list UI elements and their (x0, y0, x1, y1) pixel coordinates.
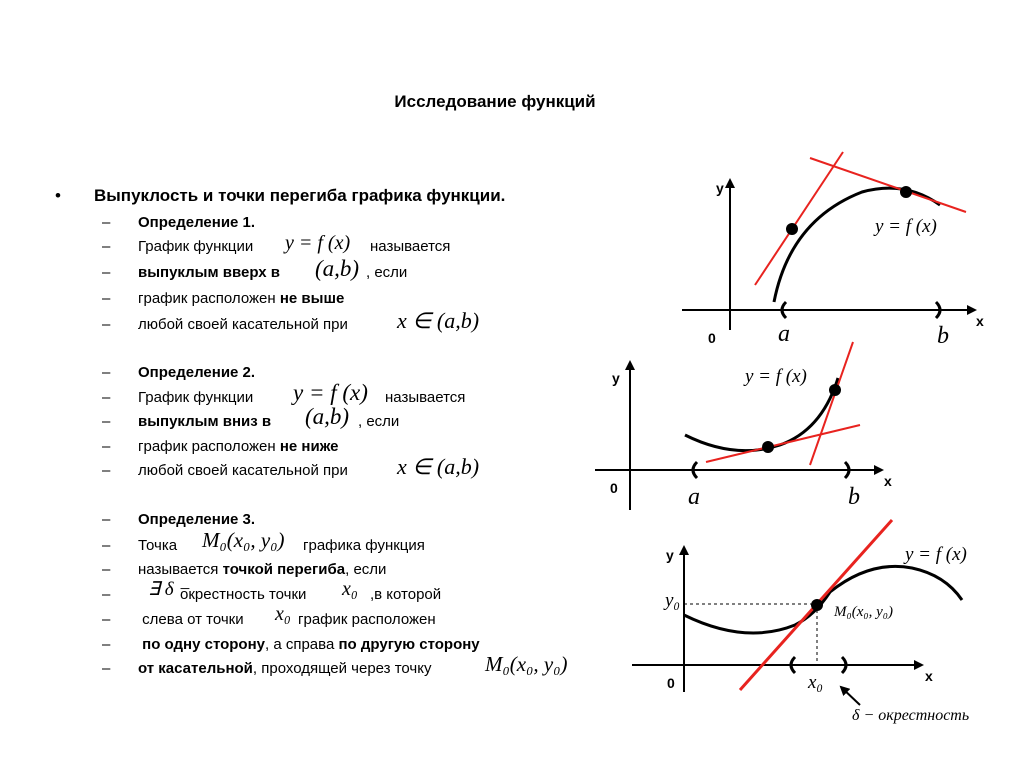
list-dash: – (102, 214, 111, 231)
def3-formula-x0: x₀ (342, 578, 358, 600)
list-dash: – (102, 462, 111, 479)
def3-text: , а справа (265, 636, 335, 653)
def1-text: График функции (138, 238, 254, 255)
def1-formula-yfx: y = f (x) (285, 232, 351, 254)
list-dash: – (102, 511, 111, 528)
list-dash: – (102, 561, 111, 578)
x0-label: x₀ (808, 672, 824, 693)
def2-text: , если (358, 413, 400, 430)
def2-formula-ab: (a,b) (305, 404, 350, 429)
def3-text-bold: от касательной (138, 660, 253, 677)
def3-formula-x0b: x₀ (275, 603, 291, 625)
def3-text: окрестность точки (180, 586, 307, 603)
def3-text: ,в которой (370, 586, 442, 603)
neighborhood-arrow (841, 687, 860, 705)
tangent-line (810, 158, 966, 212)
inflection-point (811, 599, 823, 611)
list-dash: – (102, 438, 111, 455)
list-dash: – (102, 290, 111, 307)
page-title: Исследование функций (394, 92, 596, 111)
y-axis-label: y (716, 180, 724, 196)
x-axis-label: x (976, 313, 984, 329)
function-curve (774, 188, 940, 302)
def3-text: графика функция (303, 537, 425, 554)
list-dash: – (102, 537, 111, 554)
list-dash: – (102, 238, 111, 255)
def3-text: , проходящей через точку (252, 660, 432, 677)
def3-formula-M0: M₀(x₀, y₀) (202, 528, 285, 552)
x-axis-label: x (884, 473, 892, 489)
def3-text-bold: по другую сторону (338, 636, 480, 653)
function-label: y = f (x) (875, 216, 937, 237)
def1-formula-ab: (a,b) (315, 256, 360, 281)
def2-text: График функции (138, 389, 254, 406)
tangent-line (755, 152, 843, 285)
list-dash: – (102, 316, 111, 333)
def1-text: график расположен (138, 290, 276, 307)
def1-text: выпуклым вверх в (138, 264, 281, 281)
graph-concave-up-convex (682, 152, 984, 349)
origin-label: 0 (610, 480, 618, 496)
def1-text: любой своей касательной при (138, 316, 348, 333)
def3-text-bold: точкой перегиба (222, 561, 346, 578)
def2-text: любой своей касательной при (138, 462, 348, 479)
list-dash: – (102, 636, 111, 653)
function-label: y = f (x) (905, 544, 967, 565)
section-heading: Выпуклость и точки перегиба графика функции. (94, 186, 506, 205)
def2-title: Определение 2. (138, 364, 256, 381)
list-dash: – (102, 413, 111, 430)
list-dash: – (102, 389, 111, 406)
y-axis-label: y (666, 547, 674, 563)
def2-formula-yfx: y = f (x) (293, 380, 368, 405)
tangent-point (900, 186, 912, 198)
def1-text-bold: не выше (279, 290, 345, 307)
def1-title: Определение 1. (138, 214, 256, 231)
origin-label: 0 (667, 675, 675, 691)
delta-neighborhood-label: δ − окрестность (852, 707, 970, 724)
function-curve (684, 566, 962, 633)
list-dash: – (102, 611, 111, 628)
tangent-point (786, 223, 798, 235)
origin-label: 0 (708, 330, 716, 346)
def3-text: называется (138, 561, 219, 578)
list-dash: – (102, 586, 111, 603)
def3-text: слева от точки (142, 611, 244, 628)
list-dash: – (102, 264, 111, 281)
tangent-point (762, 441, 774, 453)
def3-text: график расположен (298, 611, 436, 628)
point-b-label: b (848, 484, 860, 510)
def2-text: называется (385, 389, 466, 406)
def3-text-bold: по одну сторону (142, 636, 265, 653)
def1-formula-xin: x ∈ (a,b) (397, 308, 480, 333)
tangent-line (706, 425, 860, 462)
graph-concave-down-convex (595, 342, 892, 510)
def3-title: Определение 3. (138, 511, 256, 528)
y-axis-label: y (612, 370, 620, 386)
list-dash: – (102, 660, 111, 677)
y0-label: y₀ (665, 590, 681, 611)
def1-text: называется (370, 238, 451, 255)
point-a-label: a (688, 484, 700, 510)
function-curve (685, 378, 838, 451)
point-b-label: b (937, 323, 949, 349)
def2-text: выпуклым вниз в (138, 413, 272, 430)
tangent-point (829, 384, 841, 396)
def3-formula-M0b: M₀(x₀, y₀) (485, 652, 568, 676)
bullet-marker: • (55, 186, 61, 205)
def3-formula-exists: ∃ δ − (148, 579, 192, 600)
function-label: y = f (x) (745, 366, 807, 387)
def3-text: Точка (138, 537, 178, 554)
tangent-line (810, 342, 853, 465)
point-label: M₀(x₀, y₀) (834, 604, 893, 620)
point-a-label: a (778, 321, 790, 347)
def2-text-bold: не ниже (279, 438, 339, 455)
def3-text: , если (345, 561, 387, 578)
def2-text: график расположен (138, 438, 276, 455)
graph-inflection-point (632, 520, 969, 724)
def1-text: , если (366, 264, 408, 281)
def2-formula-xin: x ∈ (a,b) (397, 454, 480, 479)
list-dash: – (102, 364, 111, 381)
x-axis-label: x (925, 668, 933, 684)
